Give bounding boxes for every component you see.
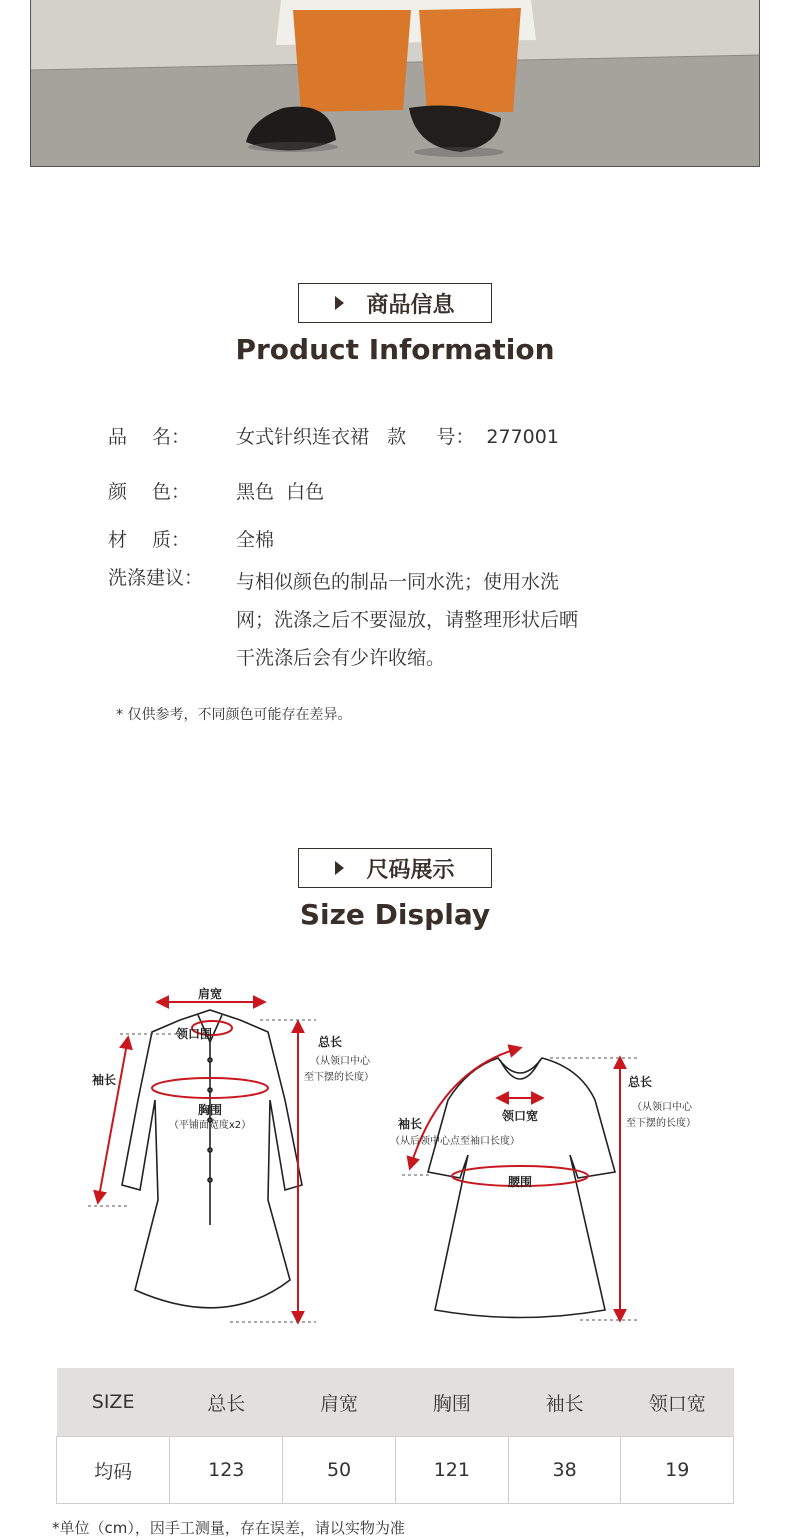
size-display-tag [298,848,492,888]
table-row [57,1437,734,1504]
care-line: 网；洗涤之后不要湿放，请整理形状后晒 [236,609,579,631]
care-label: 洗涤建议： [108,567,204,589]
left-length-note: 至下摆的长度） [304,1072,374,1083]
waist-label: 腰围 [507,1175,533,1189]
right-length-label: 总长 [628,1075,653,1089]
neck-label: 领口宽 [501,1109,539,1123]
model-legs-image [31,0,760,167]
size-table-cell: 均码 [57,1437,170,1504]
size-table-header: 胸围 [395,1368,508,1437]
size-table [56,1368,734,1504]
info-row-name [108,422,559,449]
size-table-header: 领口宽 [621,1368,734,1437]
right-sleeve-note: （从后领中心点至袖口长度） [390,1136,520,1147]
info-value: 女式针织连衣裙 款 号： 277001 [236,426,559,448]
product-info-cn-title: 商品信息 [366,292,455,318]
info-value: 全棉 [236,529,275,551]
size-display-cn-title: 尺码展示 [366,857,455,883]
info-label: 品 名： [108,426,191,448]
size-table-cell: 121 [395,1437,508,1504]
info-row-care [108,563,666,677]
color-note: * 仅供参考，不同颜色可能存在差异。 [116,707,352,723]
measurement-diagram [80,980,740,1330]
left-length-note: （从领口中心 [310,1056,370,1067]
left-length-label: 总长 [318,1035,343,1049]
right-sleeve-label: 袖长 [397,1117,423,1131]
play-triangle-icon [335,296,344,310]
size-table-cell: 123 [170,1437,283,1504]
info-value: 黑色 白色 [236,481,325,503]
size-table-cell: 38 [508,1437,621,1504]
size-table-cell: 19 [621,1437,734,1504]
size-table-header: 袖长 [508,1368,621,1437]
left-sleeve-label: 袖长 [91,1073,117,1087]
product-info-en-title: Product Information [235,333,555,366]
size-table-header-row [57,1368,734,1437]
size-table-cell: 50 [283,1437,396,1504]
right-length-note: （从领口中心 [632,1102,692,1113]
product-photo [30,0,760,167]
product-info-header [0,283,790,366]
care-line: 干洗涤后会有少许收缩。 [236,647,446,669]
chest-note: （平铺面宽度x2） [168,1120,252,1131]
product-info-tag [298,283,492,323]
shoulder-label: 肩宽 [197,987,223,1001]
play-triangle-icon [335,861,344,875]
info-label: 颜 色： [108,481,191,503]
shirt-dress-sketch [122,1010,302,1308]
size-table-header: SIZE [57,1368,170,1437]
info-row-color [108,477,324,504]
care-instructions [236,563,666,677]
right-length-note: 至下摆的长度） [626,1118,696,1129]
info-row-material [108,525,274,552]
collar-label: 领口围 [175,1027,213,1041]
size-display-header [0,848,790,931]
size-table-header: 肩宽 [283,1368,396,1437]
care-line: 与相似颜色的制品一同水洗；使用水洗 [236,571,560,593]
info-label: 材 质： [108,529,191,551]
chest-label: 胸围 [197,1103,223,1117]
size-display-en-title: Size Display [299,898,491,931]
measurement-footnote: *单位（cm），因手工测量，存在误差，请以实物为准 [52,1519,405,1537]
size-table-header: 总长 [170,1368,283,1437]
